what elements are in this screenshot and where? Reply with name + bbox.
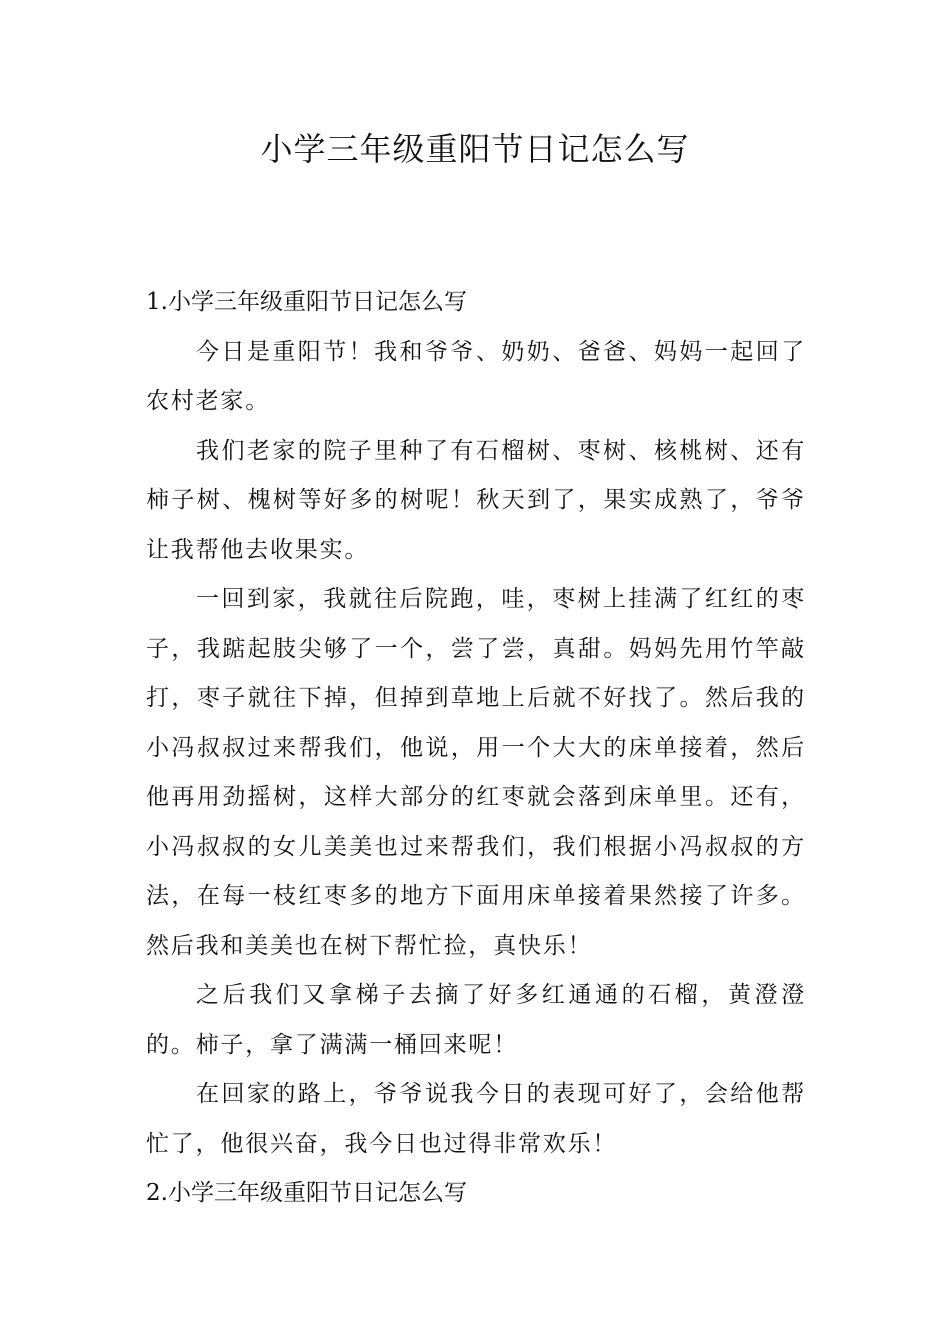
section-heading-2: 2.小学三年级重阳节日记怎么写 (146, 1180, 467, 1206)
paragraph: 我们老家的院子里种了有石榴树、枣树、核桃树、还有柿子树、槐树等好多的树呢！秋天到了，果实成熟了，爷爷让我帮他去收果实。 (146, 437, 806, 563)
section-heading-1: 1.小学三年级重阳节日记怎么写 (146, 289, 467, 315)
document-body (146, 278, 806, 1219)
paragraph: 今日是重阳节！我和爷爷、奶奶、爸爸、妈妈一起回了农村老家。 (146, 338, 806, 414)
document-title: 小学三年级重阳节日记怎么写 (260, 130, 690, 168)
paragraph: 之后我们又拿梯子去摘了好多红通通的石榴，黄澄澄的。柿子，拿了满满一桶回来呢！ (146, 982, 806, 1058)
paragraph: 一回到家，我就往后院跑，哇，枣树上挂满了红红的枣子，我踮起肢尖够了一个，尝了尝，真甜。妈妈先用竹竿敲打，枣子就往下掉，但掉到草地上后就不好找了。然后我的小冯叔叔过来帮我们，他说，用一个大大的床单接着，然后他再用劲摇树，这样大部分的红枣就会落到床单里。还有，小冯叔叔的女儿美美也过来帮我们，我们根据小冯叔叔的方法，在每一枝红枣多的地方下面用床单接着果然接了许多。然后我和美美也在树下帮忙捡，真快乐！ (146, 586, 806, 959)
paragraph: 在回家的路上，爷爷说我今日的表现可好了，会给他帮忙了，他很兴奋，我今日也过得非常欢乐！ (146, 1081, 806, 1157)
